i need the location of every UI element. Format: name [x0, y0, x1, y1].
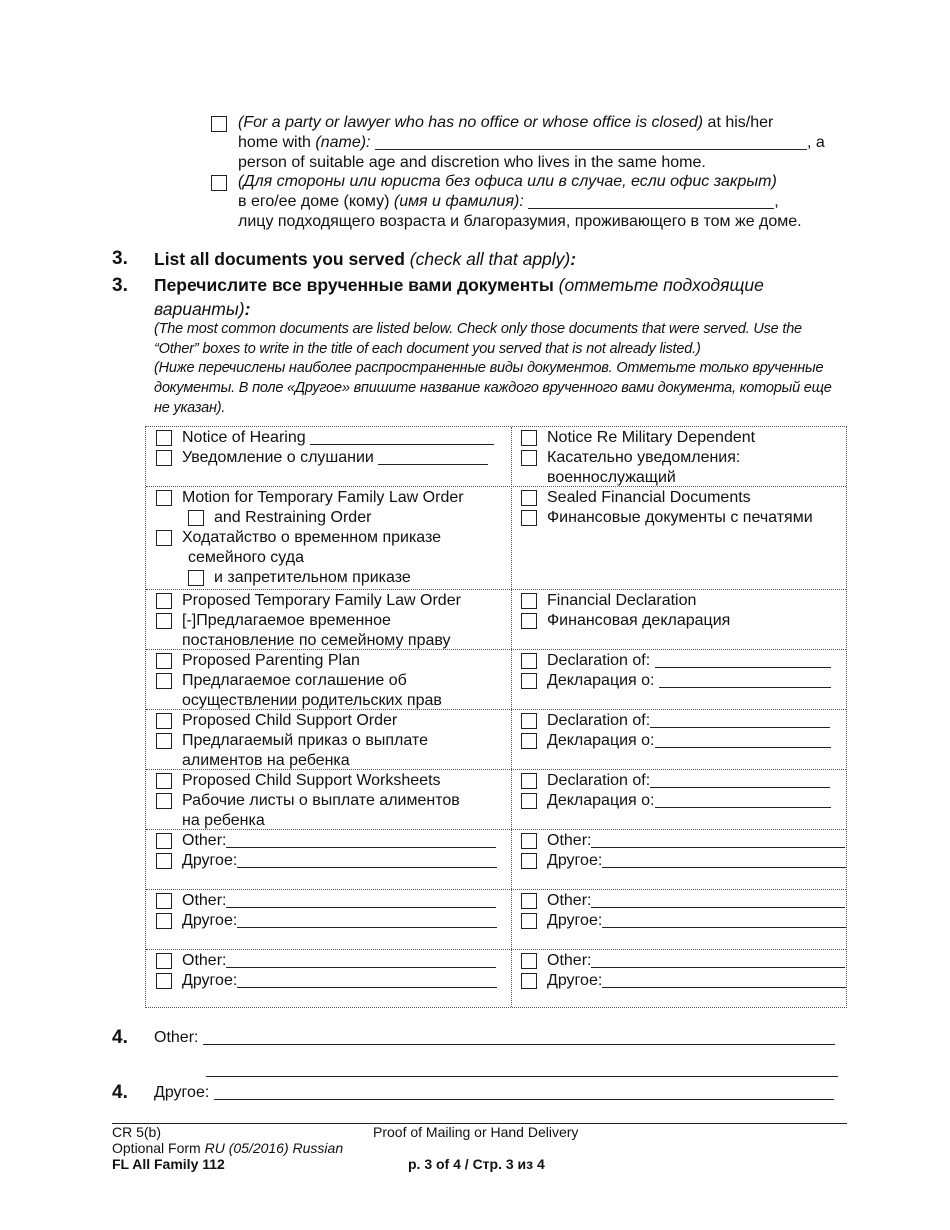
doc-label: Декларация о: — [547, 732, 655, 749]
doc-item — [521, 951, 846, 971]
doc-label: Финансовая декларация — [547, 612, 731, 629]
footer-text-italic: RU (05/2016) Russian — [204, 1140, 344, 1156]
checkbox[interactable] — [521, 913, 537, 929]
fill-line[interactable] — [378, 449, 488, 465]
doc-label: Other: — [547, 892, 592, 909]
section-4-other-ru — [154, 1084, 834, 1102]
doc-item — [156, 488, 464, 508]
checkbox[interactable] — [521, 833, 537, 849]
fill-line[interactable] — [591, 892, 845, 908]
doc-label: Другое: — [182, 972, 238, 989]
section-4-number-en: 4. — [112, 1027, 128, 1048]
doc-item — [521, 711, 831, 731]
footer-text: Optional Form — [112, 1140, 205, 1156]
checkbox[interactable] — [156, 593, 172, 609]
fill-line[interactable] — [591, 952, 845, 968]
checkbox[interactable] — [156, 833, 172, 849]
fill-line[interactable] — [655, 732, 831, 748]
checkbox[interactable] — [156, 793, 172, 809]
fill-line[interactable] — [602, 852, 846, 868]
doc-label: Sealed Financial Documents — [547, 489, 751, 506]
table-cell-other-left-1 — [156, 831, 497, 871]
section-3-title-en — [154, 247, 854, 271]
section-4-label: Другое: — [154, 1084, 210, 1101]
checkbox[interactable] — [156, 953, 172, 969]
doc-item — [156, 851, 497, 871]
doc-item — [156, 428, 494, 448]
home-delivery-checkbox-ru[interactable] — [211, 175, 227, 191]
doc-item-continuation — [156, 548, 464, 568]
doc-label: Other: — [547, 832, 592, 849]
checkbox[interactable] — [521, 733, 537, 749]
checkbox[interactable] — [156, 673, 172, 689]
checkbox[interactable] — [521, 973, 537, 989]
doc-item — [521, 971, 846, 991]
table-cell-declaration-1 — [521, 651, 831, 691]
checkbox[interactable] — [156, 893, 172, 909]
doc-item — [156, 791, 460, 811]
name-label: (имя и фамилия): — [393, 193, 524, 210]
checkbox[interactable] — [156, 713, 172, 729]
name-label: (name): — [315, 134, 371, 151]
option-home-delivery-en — [211, 113, 841, 173]
option-text: person of suitable age and discretion who lives in the same home. — [238, 154, 706, 171]
fill-line[interactable] — [226, 952, 496, 968]
doc-label: на ребенка — [182, 812, 265, 829]
instructions-note-en: (The most common documents are listed below. Check only those documents that were served. Use the “Other” boxes to write in the title of each document you served that is not already listed.) — [154, 321, 802, 357]
checkbox[interactable] — [156, 773, 172, 789]
fill-line[interactable] — [226, 892, 496, 908]
doc-label: Декларация о: — [547, 672, 655, 689]
doc-item — [156, 711, 428, 731]
doc-label: Другое: — [547, 852, 603, 869]
checkbox[interactable] — [156, 613, 172, 629]
checkbox[interactable] — [521, 713, 537, 729]
table-row-divider — [146, 889, 846, 890]
instructions-note-ru: (Ниже перечислены наиболее распространенные виды документов. Отметьте только врученные документы. В поле «Другое» впишите название каждого врученного вами документа, который еще не указан). — [154, 360, 832, 416]
doc-item — [521, 488, 813, 508]
doc-label: Financial Declaration — [547, 592, 697, 609]
table-cell-other-left-3 — [156, 951, 497, 991]
checkbox[interactable] — [188, 570, 204, 586]
doc-item — [156, 611, 461, 631]
doc-item — [521, 911, 846, 931]
table-column-divider — [511, 427, 512, 1007]
checkbox[interactable] — [156, 430, 172, 446]
checkbox[interactable] — [156, 733, 172, 749]
doc-label: [-]Предлагаемое временное — [182, 612, 391, 629]
footer-optional-form — [112, 1140, 343, 1156]
doc-item — [156, 891, 497, 911]
documents-table — [145, 426, 847, 1008]
other-field-en[interactable] — [203, 1031, 835, 1045]
checkbox[interactable] — [521, 490, 537, 506]
doc-label: Motion for Temporary Family Law Order — [182, 489, 464, 506]
footer-fl-code: FL All Family 112 — [112, 1156, 225, 1172]
fill-line[interactable] — [237, 912, 497, 928]
doc-item — [521, 671, 831, 691]
doc-label: Declaration of: — [547, 772, 651, 789]
doc-label: Proposed Temporary Family Law Order — [182, 592, 461, 609]
table-row-divider — [146, 589, 846, 590]
fill-line[interactable] — [655, 792, 831, 808]
doc-item — [521, 891, 846, 911]
doc-item — [156, 568, 464, 588]
doc-label: Notice Re Military Dependent — [547, 429, 756, 446]
doc-item-continuation — [521, 468, 755, 488]
doc-label: Proposed Parenting Plan — [182, 652, 360, 669]
doc-item-continuation — [156, 751, 428, 771]
checkbox[interactable] — [521, 773, 537, 789]
table-cell-motion-temporary-order — [156, 488, 464, 588]
checkbox[interactable] — [156, 913, 172, 929]
home-delivery-checkbox-en[interactable] — [211, 116, 227, 132]
doc-item — [521, 591, 730, 611]
doc-item — [156, 651, 442, 671]
fill-line[interactable] — [591, 832, 845, 848]
doc-label: Other: — [182, 832, 227, 849]
checkbox[interactable] — [521, 673, 537, 689]
other-field-continuation[interactable] — [206, 1076, 838, 1077]
checkbox[interactable] — [521, 793, 537, 809]
checkbox[interactable] — [521, 853, 537, 869]
doc-label: Финансовые документы с печатями — [547, 509, 813, 526]
doc-label: Other: — [182, 952, 227, 969]
section-title-italic: варианты) — [154, 299, 245, 319]
doc-label: Other: — [182, 892, 227, 909]
doc-label: Ходатайство о временном приказе — [182, 529, 442, 546]
doc-item — [156, 911, 497, 931]
doc-item — [156, 971, 497, 991]
section-title-bold: Перечислите все врученные вами документы — [154, 275, 554, 295]
doc-label: Декларация о: — [547, 792, 655, 809]
option-text: home with — [238, 134, 316, 151]
doc-item — [156, 448, 494, 468]
doc-label: and Restraining Order — [214, 509, 372, 526]
other-field-ru[interactable] — [214, 1086, 834, 1100]
table-cell-notice-of-hearing — [156, 428, 494, 468]
doc-label: Другое: — [547, 912, 603, 929]
doc-label: семейного суда — [188, 549, 304, 566]
checkbox[interactable] — [521, 953, 537, 969]
doc-label: Другое: — [182, 912, 238, 929]
doc-label: Предлагаемый приказ о выплате — [182, 732, 428, 749]
fill-line[interactable] — [655, 652, 831, 668]
checkbox[interactable] — [521, 893, 537, 909]
fill-line[interactable] — [226, 832, 496, 848]
doc-item — [521, 731, 831, 751]
checkbox[interactable] — [156, 530, 172, 546]
section-3-number-ru: 3. — [112, 275, 128, 296]
doc-label: Proposed Child Support Worksheets — [182, 772, 441, 789]
name-field-en[interactable] — [375, 134, 807, 150]
table-cell-child-support-worksheets — [156, 771, 460, 831]
doc-item — [521, 791, 831, 811]
doc-label: Другое: — [182, 852, 238, 869]
table-cell-other-right-1 — [521, 831, 846, 871]
checkbox[interactable] — [521, 613, 537, 629]
checkbox[interactable] — [521, 510, 537, 526]
option-text: в его/ее доме (кому) — [238, 193, 394, 210]
section-4-other-en — [154, 1029, 835, 1047]
doc-item-continuation — [156, 811, 460, 831]
section-title-colon: : — [570, 249, 577, 269]
doc-item — [521, 448, 755, 468]
checkbox[interactable] — [156, 973, 172, 989]
table-cell-sealed-financial — [521, 488, 813, 528]
doc-label: Предлагаемое соглашение об — [182, 672, 407, 689]
doc-item — [521, 611, 730, 631]
doc-label: Уведомление о слушании — [182, 449, 374, 466]
doc-label: Касательно уведомления: — [547, 449, 741, 466]
fill-line[interactable] — [602, 972, 846, 988]
table-cell-other-right-3 — [521, 951, 846, 991]
doc-item — [521, 831, 846, 851]
table-row-divider — [146, 949, 846, 950]
doc-item — [521, 428, 755, 448]
doc-item-continuation — [156, 631, 461, 651]
section-3-number-en: 3. — [112, 248, 128, 269]
table-cell-declaration-2 — [521, 711, 831, 751]
doc-item — [521, 508, 813, 528]
fill-line[interactable] — [602, 912, 846, 928]
section-title-italic: (отметьте подходящие — [553, 275, 764, 295]
fill-line[interactable] — [310, 429, 494, 445]
table-cell-proposed-temporary-order — [156, 591, 461, 651]
table-cell-military-dependent — [521, 428, 755, 488]
doc-label: алиментов на ребенка — [182, 752, 350, 769]
doc-item — [156, 731, 428, 751]
doc-item — [156, 951, 497, 971]
fill-line[interactable] — [650, 772, 830, 788]
option-text: , — [774, 193, 779, 210]
table-cell-child-support-order — [156, 711, 428, 771]
section-title-bold: List all documents you served — [154, 249, 405, 269]
doc-item — [521, 851, 846, 871]
table-cell-financial-declaration — [521, 591, 730, 631]
option-text: , a — [806, 134, 825, 151]
section-title-colon: : — [244, 299, 251, 319]
fill-line[interactable] — [659, 672, 831, 688]
doc-label: постановление по семейному праву — [182, 632, 451, 649]
option-italic-lead: (Для стороны или юриста без офиса или в случае, если офис закрыт) — [238, 173, 777, 190]
checkbox[interactable] — [156, 450, 172, 466]
table-cell-other-left-2 — [156, 891, 497, 931]
checkbox[interactable] — [156, 853, 172, 869]
doc-label: и запретительном приказе — [214, 569, 411, 586]
doc-item — [156, 771, 460, 791]
doc-item — [156, 528, 464, 548]
table-cell-parenting-plan — [156, 651, 442, 711]
footer-form-code: CR 5(b) — [112, 1124, 162, 1140]
doc-label: Notice of Hearing — [182, 429, 306, 446]
option-text: лицу подходящего возраста и благоразумия, проживающего в том же доме. — [238, 213, 802, 230]
doc-item — [521, 771, 831, 791]
doc-item — [156, 508, 464, 528]
doc-label: Рабочие листы о выплате алиментов — [182, 792, 460, 809]
checkbox[interactable] — [521, 653, 537, 669]
fill-line[interactable] — [237, 852, 497, 868]
checkbox[interactable] — [188, 510, 204, 526]
option-home-delivery-ru — [211, 172, 841, 232]
footer-page-number: p. 3 of 4 / Стр. 3 из 4 — [408, 1156, 545, 1172]
name-field-ru[interactable] — [528, 193, 774, 209]
checkbox[interactable] — [156, 653, 172, 669]
checkbox[interactable] — [521, 430, 537, 446]
section-title-italic: (check all that apply) — [404, 249, 571, 269]
doc-item — [521, 651, 831, 671]
doc-item — [156, 831, 497, 851]
fill-line[interactable] — [237, 972, 497, 988]
doc-label: осуществлении родительских прав — [182, 692, 442, 709]
doc-label: Declaration of: — [547, 712, 651, 729]
doc-label: военнослужащий — [547, 469, 676, 486]
doc-item-continuation — [156, 691, 442, 711]
section-4-label: Other: — [154, 1029, 199, 1046]
doc-label: Declaration of: — [547, 652, 651, 669]
section-4-number-ru: 4. — [112, 1082, 128, 1103]
table-cell-declaration-3 — [521, 771, 831, 811]
option-italic-lead: (For a party or lawyer who has no office or whose office is closed) — [238, 114, 704, 131]
checkbox[interactable] — [521, 450, 537, 466]
doc-label: Другое: — [547, 972, 603, 989]
doc-item — [156, 671, 442, 691]
doc-label: Proposed Child Support Order — [182, 712, 398, 729]
checkbox[interactable] — [521, 593, 537, 609]
doc-item — [156, 591, 461, 611]
fill-line[interactable] — [650, 712, 830, 728]
table-cell-other-right-2 — [521, 891, 846, 931]
doc-label: Other: — [547, 952, 592, 969]
section-3-title-ru — [154, 273, 854, 321]
checkbox[interactable] — [156, 490, 172, 506]
footer-title: Proof of Mailing or Hand Delivery — [373, 1124, 579, 1140]
option-text: at his/her — [703, 114, 774, 131]
